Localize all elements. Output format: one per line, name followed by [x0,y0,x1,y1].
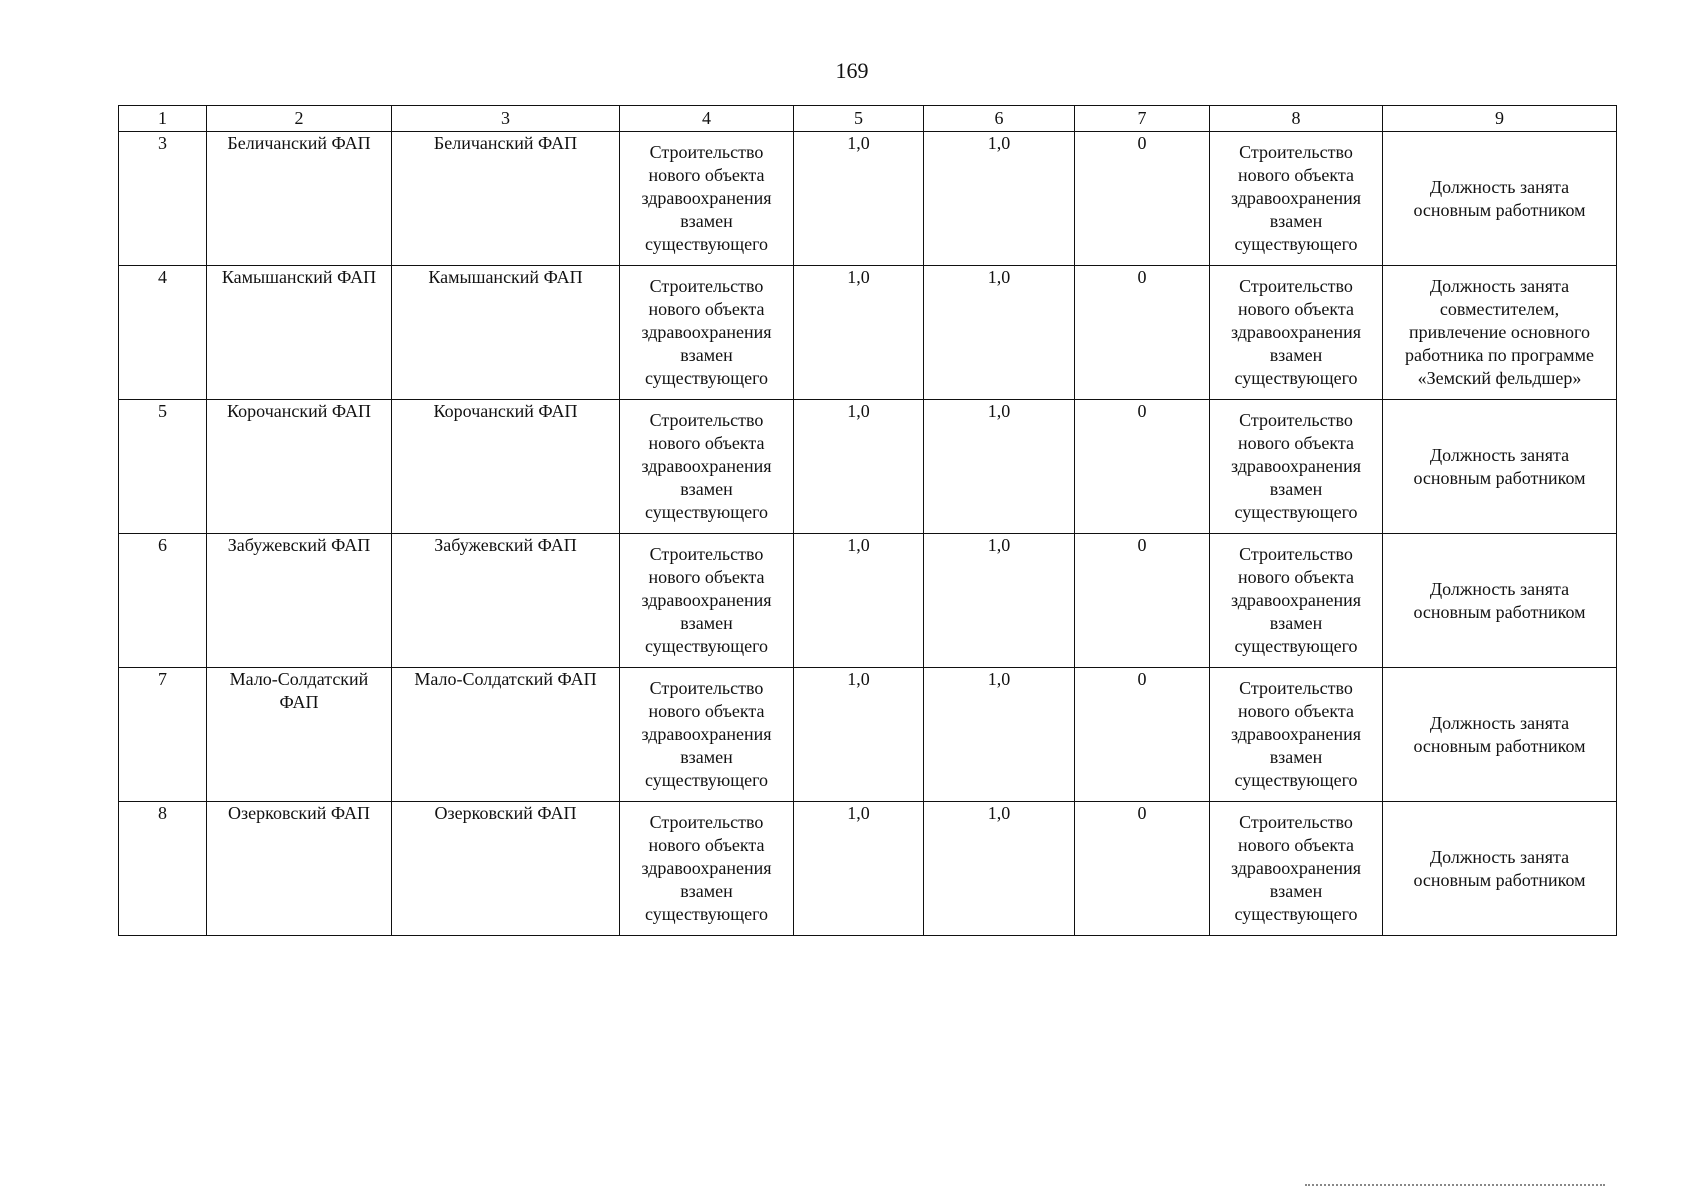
header-col-6: 6 [924,106,1075,132]
page-number: 169 [835,58,869,83]
staff-status: Должность занята основным работником [1383,802,1617,936]
row-number: 8 [119,802,207,936]
staff-status: Должность занята основным работником [1383,132,1617,266]
action-text: Строительство нового объекта здравоохранения взамен существующего [620,400,794,534]
facility-name: Забужевский ФАП [207,534,392,668]
facility-name-alt: Озерковский ФАП [392,802,620,936]
value-col-6: 1,0 [924,400,1075,534]
facility-name-alt: Беличанский ФАП [392,132,620,266]
action-text-2: Строительство нового объекта здравоохранения взамен существующего [1210,802,1383,936]
value-col-7: 0 [1075,802,1210,936]
table-body [119,132,1617,936]
table-row [119,802,1617,936]
scan-artifact-line [1305,1184,1605,1186]
action-text-2: Строительство нового объекта здравоохранения взамен существующего [1210,132,1383,266]
facility-name: Беличанский ФАП [207,132,392,266]
value-col-6: 1,0 [924,266,1075,400]
facility-name-alt: Корочанский ФАП [392,400,620,534]
value-col-7: 0 [1075,266,1210,400]
action-text-2: Строительство нового объекта здравоохранения взамен существующего [1210,266,1383,400]
table-header [119,106,1617,132]
header-col-9: 9 [1383,106,1617,132]
facility-name: Озерковский ФАП [207,802,392,936]
header-row [119,106,1617,132]
staff-status: Должность занята основным работником [1383,400,1617,534]
action-text-2: Строительство нового объекта здравоохранения взамен существующего [1210,534,1383,668]
staff-status: Должность занята основным работником [1383,668,1617,802]
row-number: 5 [119,400,207,534]
table-row [119,534,1617,668]
header-col-4: 4 [620,106,794,132]
value-col-5: 1,0 [794,400,924,534]
staff-status: Должность занята основным работником [1383,534,1617,668]
table-row [119,668,1617,802]
row-number: 7 [119,668,207,802]
row-number: 4 [119,266,207,400]
value-col-5: 1,0 [794,668,924,802]
action-text: Строительство нового объекта здравоохранения взамен существующего [620,668,794,802]
action-text-2: Строительство нового объекта здравоохранения взамен существующего [1210,668,1383,802]
action-text: Строительство нового объекта здравоохранения взамен существующего [620,132,794,266]
facility-name: Камышанский ФАП [207,266,392,400]
header-col-5: 5 [794,106,924,132]
facility-name-alt: Мало-Солдатский ФАП [392,668,620,802]
header-col-3: 3 [392,106,620,132]
row-number: 6 [119,534,207,668]
table-row [119,132,1617,266]
facility-name-alt: Камышанский ФАП [392,266,620,400]
value-col-7: 0 [1075,132,1210,266]
facility-name: Корочанский ФАП [207,400,392,534]
action-text: Строительство нового объекта здравоохранения взамен существующего [620,266,794,400]
value-col-7: 0 [1075,668,1210,802]
value-col-7: 0 [1075,534,1210,668]
header-col-8: 8 [1210,106,1383,132]
header-col-2: 2 [207,106,392,132]
facility-name: Мало-Солдатский ФАП [207,668,392,802]
value-col-7: 0 [1075,400,1210,534]
action-text-2: Строительство нового объекта здравоохранения взамен существующего [1210,400,1383,534]
header-col-1: 1 [119,106,207,132]
value-col-6: 1,0 [924,132,1075,266]
row-number: 3 [119,132,207,266]
staff-status: Должность занята совместителем, привлечение основного работника по программе «Земский фельдшер» [1383,266,1617,400]
value-col-6: 1,0 [924,668,1075,802]
value-col-5: 1,0 [794,802,924,936]
action-text: Строительство нового объекта здравоохранения взамен существующего [620,534,794,668]
value-col-6: 1,0 [924,802,1075,936]
data-table [118,105,1617,936]
header-col-7: 7 [1075,106,1210,132]
value-col-5: 1,0 [794,266,924,400]
table-row [119,400,1617,534]
action-text: Строительство нового объекта здравоохранения взамен существующего [620,802,794,936]
value-col-5: 1,0 [794,132,924,266]
table-row [119,266,1617,400]
facility-name-alt: Забужевский ФАП [392,534,620,668]
value-col-5: 1,0 [794,534,924,668]
value-col-6: 1,0 [924,534,1075,668]
